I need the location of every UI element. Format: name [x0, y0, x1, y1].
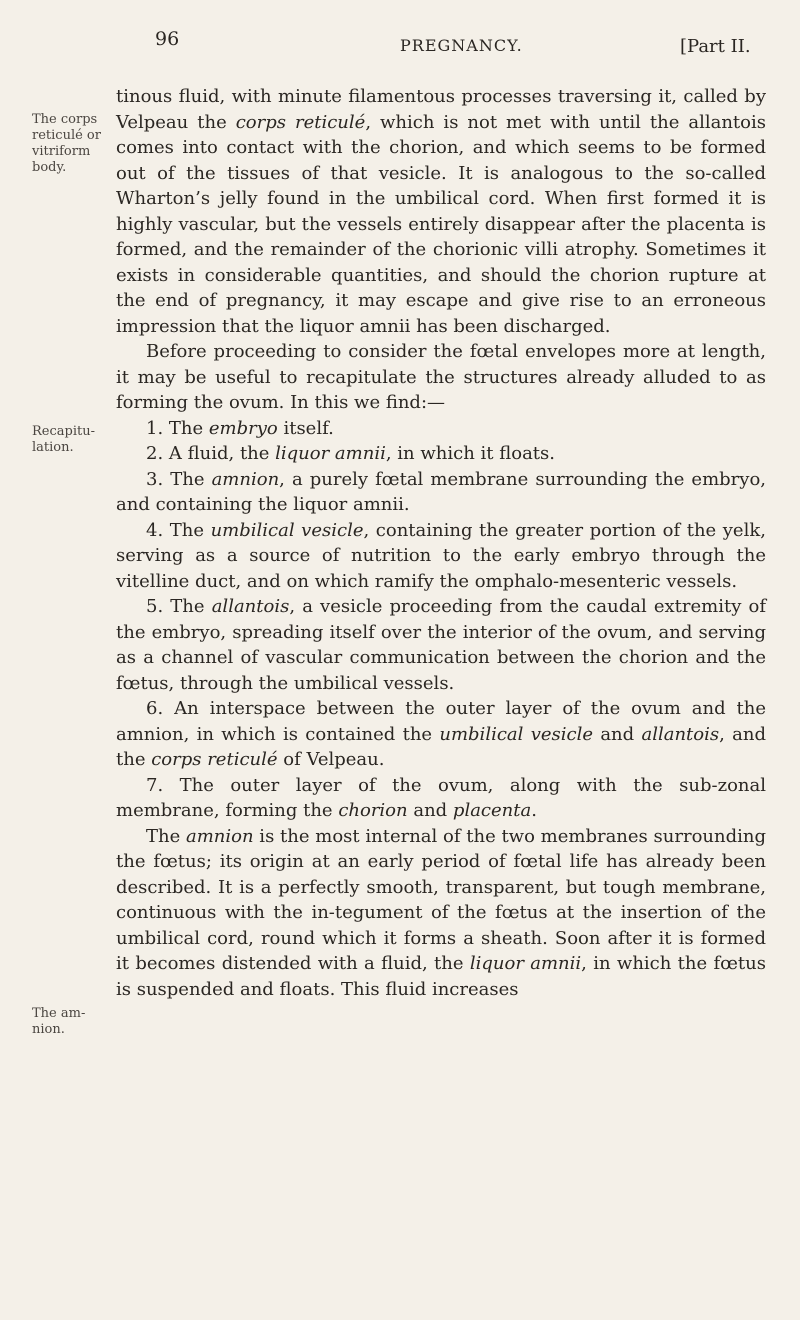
list-item: 2. A fluid, the liquor amnii, in which it floats.	[146, 443, 555, 464]
list-item: 7. The outer layer of the ovum, along with the sub-zonal membrane, forming the chorion and placenta.	[116, 774, 766, 821]
list-item: 6. An interspace between the outer layer of the ovum and the amnion, in which is contained the umbilical vesicle and allantois, and the corps reticulé of Velpeau.	[116, 698, 766, 770]
list-item: 5. The allantois, a vesicle proceeding from the caudal extremity of the embryo, spreading itself over the interior of the ovum, and serving as a channel of vascular communication between the chorion and the fœtus, through the umbilical vessels.	[116, 596, 766, 694]
margin-note-corps-reticule: The corps reticulé or vitriform body.	[32, 112, 101, 175]
list-item: 4. The umbilical vesicle, containing the greater portion of the yelk, serving as a source of nutrition to the early embryo through the vitelline duct, and on which ramify the omphalo-mesenteric vessels.	[116, 519, 766, 592]
paragraph-recapitulation: Before proceeding to consider the fœtal envelopes more at length, it may be useful to recapitulate the structures already alluded to as forming the ovum. In this we find:—	[116, 341, 766, 413]
body-text	[116, 84, 766, 1002]
running-title: PREGNANCY.	[400, 36, 523, 55]
margin-note-amnion: The am-nion.	[32, 1006, 86, 1037]
margin-note-recapitulation: Recapitu-lation.	[32, 424, 95, 455]
list-item: 3. The amnion, a purely fœtal membrane surrounding the embryo, and containing the liquor amnii.	[116, 468, 767, 515]
paragraph-continuation: tinous fluid, with minute filamentous processes traversing it, called by Velpeau the corps reticulé, which is not met with until the allantois comes into contact with the chorion, and which seems to be formed out of the tissues of that vesicle. It is analogous to the so-called Wharton’s jelly found in the umbilical cord. When first formed it is highly vascular, but the vessels entirely disappear after the placenta is formed, and the remainder of the chorionic villi atrophy. Sometimes it exists in considerable quantities, and should the chorion rupture at the end of pregnancy, it may escape and give rise to an erroneous impression that the liquor amnii has been discharged.	[116, 86, 766, 337]
list-item: 1. The embryo itself.	[146, 417, 334, 439]
page-header	[0, 28, 800, 64]
part-label: [Part II.	[680, 36, 751, 57]
paragraph-amnion: The amnion is the most internal of the two membranes surrounding the fœtus; its origin at an early period of fœtal life has already been described. It is a perfectly smooth, transparent, but tough membrane, continuous with the in-tegument of the fœtus at the insertion of the umbilical cord, round which it forms a sheath. Soon after it is formed it becomes distended with a fluid, the liquor amnii, in which the fœtus is suspended and floats. This fluid increases	[116, 825, 766, 1000]
page-number: 96	[155, 28, 180, 50]
